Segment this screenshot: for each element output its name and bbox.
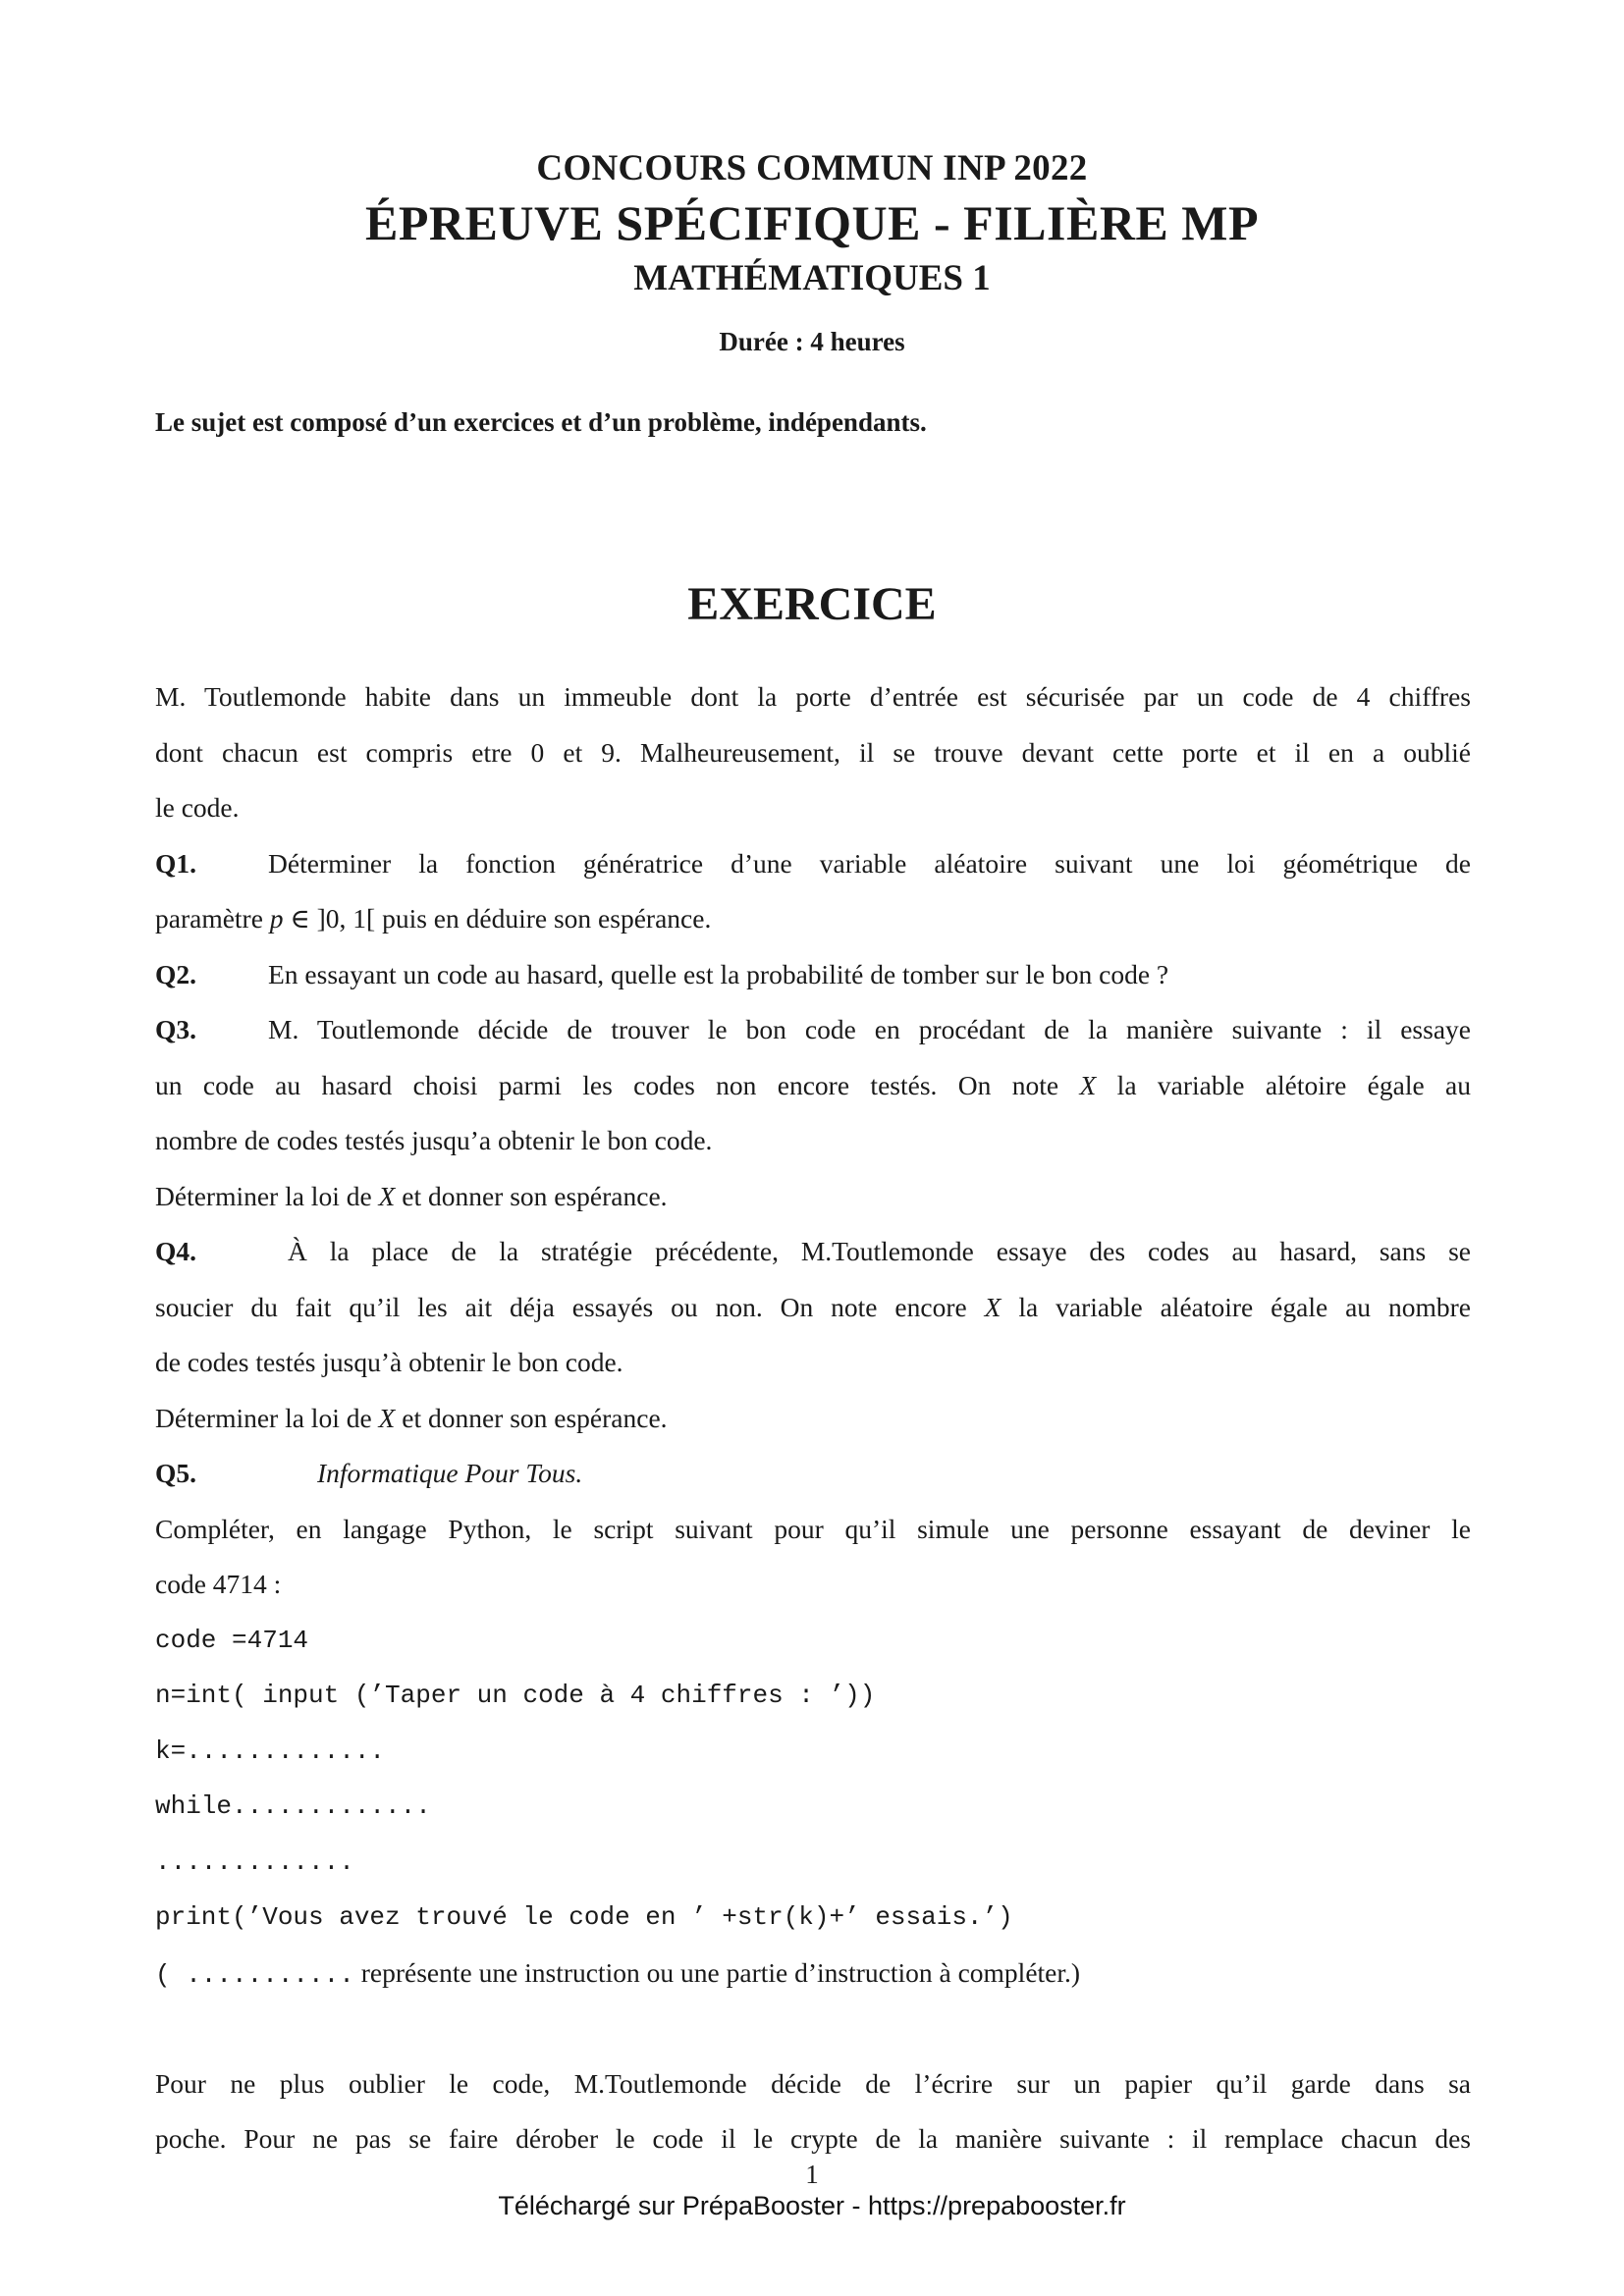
question-q4 (155, 1224, 1471, 1280)
question-q3-cont: nombre de codes testés jusqu’a obtenir le bon code. (155, 1125, 713, 1155)
question-q5 (155, 1446, 1471, 1502)
math-interval: ∈ ]0, 1[ (283, 903, 376, 934)
code-line: k=............. (155, 1735, 386, 1766)
question-q5-text: code 4714 : (155, 1569, 282, 1599)
question-q4-cont (155, 1280, 1471, 1336)
math-var-x: X (1079, 1069, 1097, 1100)
question-q3-task (155, 1169, 1471, 1225)
preamble-line: M. Toutlemonde habite dans un immeuble dont la porte d’entrée est sécurisée par un code de 4 chiffres (155, 681, 1471, 712)
question-q4-cont: de codes testés jusqu’à obtenir le bon code. (155, 1347, 623, 1377)
code-line: ............. (155, 1846, 354, 1877)
code-placeholder: ( ........... (155, 1959, 354, 1990)
question-text: Déterminer la loi de (155, 1180, 379, 1211)
exercise-body (155, 669, 1471, 2167)
question-q4-task (155, 1391, 1471, 1447)
question-text: la variable alétoire égale au (1096, 1069, 1471, 1100)
math-var-x: X (378, 1402, 396, 1433)
question-q3-cont (155, 1058, 1471, 1114)
question-text: la variable aléatoire égale au nombre (1001, 1291, 1471, 1322)
question-label: Q5. (155, 1458, 197, 1488)
question-q5-text: Compléter, en langage Python, le script suivant pour qu’il simule une personne essayant de deviner le (155, 1513, 1471, 1544)
question-q2 (155, 947, 1471, 1003)
question-label: Q2. (155, 958, 197, 989)
preamble-line: le code. (155, 792, 240, 823)
question-label: Q3. (155, 1014, 197, 1044)
code-line: print(’Vous avez trouvé le code en ’ +str(k)+’ essais.’) (155, 1902, 1013, 1932)
preamble-line: dont chacun est compris etre 0 et 9. Malheureusement, il se trouve devant cette porte et il en a oublié (155, 736, 1471, 768)
math-var-p: p (269, 903, 284, 934)
code-line: n=int( input (’Taper un code à 4 chiffres : ’)) (155, 1681, 876, 1710)
code-line: while............. (155, 1791, 431, 1821)
paragraph-gap (155, 2001, 1471, 2056)
continuation-line: Pour ne plus oublier le code, M.Toutlemonde décide de l’écrire sur un papier qu’il garde dans sa (155, 2067, 1471, 2099)
download-footer: Téléchargé sur PrépaBooster - https://prepabooster.fr (498, 2191, 1126, 2220)
question-text: puis en déduire son espérance. (375, 903, 712, 934)
question-label: Q4. (155, 1236, 197, 1266)
question-text: À la place de la stratégie précédente, M.Toutlemonde essaye des codes au hasard, sans se (288, 1236, 1471, 1266)
question-label: Q1. (155, 847, 197, 879)
question-text: Déterminer la fonction génératrice d’une variable aléatoire suivant une loi géométrique de (268, 847, 1471, 879)
question-title: Informatique Pour Tous. (317, 1458, 583, 1488)
question-text: soucier du fait qu’il les ait déja essayés ou non. On note encore (155, 1291, 985, 1322)
section-title-exercice: EXERCICE (687, 578, 937, 630)
code-line: code =4714 (155, 1625, 309, 1655)
exam-competition-title: CONCOURS COMMUN INP 2022 (536, 148, 1088, 188)
math-var-x: X (984, 1291, 1001, 1322)
exam-subject: MATHÉMATIQUES 1 (633, 258, 991, 298)
math-var-x: X (378, 1180, 396, 1211)
question-q1-cont (155, 891, 1471, 947)
question-text: paramètre (155, 903, 270, 934)
exam-intro: Le sujet est composé d’un exercices et d’un problème, indépendants. (155, 407, 927, 437)
page-number: 1 (805, 2160, 819, 2189)
question-q3 (155, 1002, 1471, 1058)
question-text: et donner son espérance. (395, 1402, 668, 1433)
question-text: Déterminer la loi de (155, 1402, 379, 1433)
code-note (155, 1946, 1471, 2002)
question-q1 (155, 836, 1471, 892)
exam-paper-title: ÉPREUVE SPÉCIFIQUE - FILIÈRE MP (364, 195, 1260, 250)
exam-duration: Durée : 4 heures (719, 327, 905, 356)
question-text: En essayant un code au hasard, quelle est la probabilité de tomber sur le bon code ? (268, 958, 1169, 989)
question-text: et donner son espérance. (395, 1180, 668, 1211)
question-text: M. Toutlemonde décide de trouver le bon code en procédant de la manière suivante : il essaye (268, 1014, 1471, 1044)
continuation-line: poche. Pour ne pas se faire dérober le code il le crypte de la manière suivante : il remplace chacun des (155, 2123, 1471, 2154)
question-text: un code au hasard choisi parmi les codes non encore testés. On note (155, 1069, 1080, 1100)
code-note-text: représente une instruction ou une partie d’instruction à compléter.) (353, 1956, 1081, 1988)
